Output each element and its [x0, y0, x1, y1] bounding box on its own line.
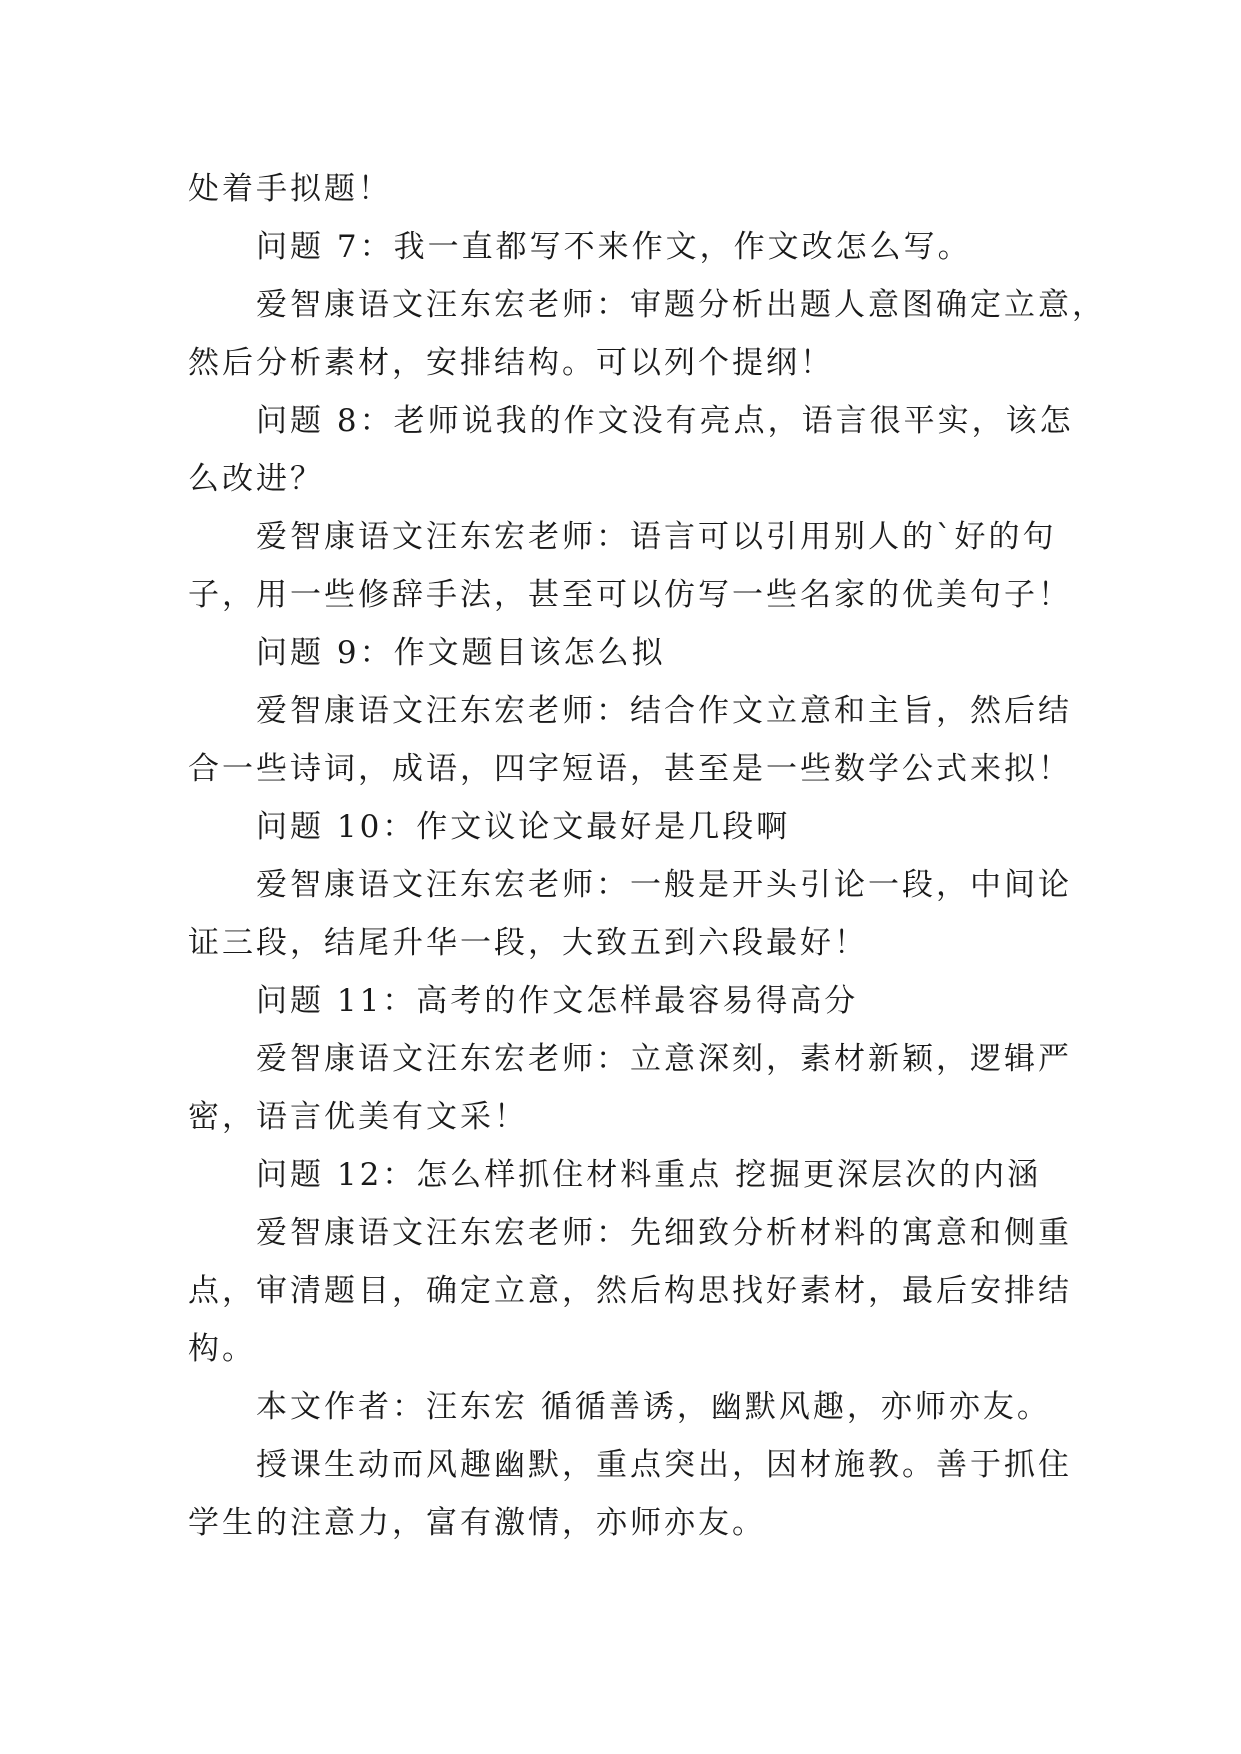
author-desc-line-2: 学生的注意力，富有激情，亦师亦友。 [188, 1505, 766, 1541]
document-body [188, 160, 1106, 1552]
answer-8-line-2: 子，用一些修辞手法，甚至可以仿写一些名家的优美句子！ [188, 577, 1072, 613]
question-9: 问题 9：作文题目该怎么拟 [256, 635, 666, 671]
question-8-line-2: 么改进？ [188, 461, 324, 497]
answer-11-line-1: 爱智康语文汪东宏老师：立意深刻，素材新颖，逻辑严 [256, 1041, 1072, 1077]
question-12: 问题 12：怎么样抓住材料重点 挖掘更深层次的内涵 [256, 1157, 1042, 1193]
answer-11-line-2: 密，语言优美有文采！ [188, 1099, 528, 1135]
answer-12-line-3: 构。 [188, 1331, 256, 1367]
question-11: 问题 11：高考的作文怎样最容易得高分 [256, 983, 859, 1019]
question-7: 问题 7：我一直都写不来作文，作文改怎么写。 [256, 229, 972, 265]
author-intro: 本文作者：汪东宏 循循善诱，幽默风趣，亦师亦友。 [256, 1389, 1051, 1425]
author-desc-line-1: 授课生动而风趣幽默，重点突出，因材施教。善于抓住 [256, 1447, 1072, 1483]
answer-7-line-1: 爱智康语文汪东宏老师：审题分析出题人意图确定立意， [256, 287, 1106, 323]
answer-9-line-2: 合一些诗词，成语，四字短语，甚至是一些数学公式来拟！ [188, 751, 1072, 787]
answer-7-line-2: 然后分析素材，安排结构。可以列个提纲！ [188, 345, 834, 381]
answer-12-line-2: 点，审清题目，确定立意，然后构思找好素材，最后安排结 [188, 1273, 1072, 1309]
text-line-continuation: 处着手拟题！ [188, 171, 392, 207]
answer-10-line-2: 证三段，结尾升华一段，大致五到六段最好！ [188, 925, 868, 961]
question-8-line-1: 问题 8：老师说我的作文没有亮点，语言很平实，该怎 [256, 403, 1074, 439]
answer-8-line-1: 爱智康语文汪东宏老师：语言可以引用别人的`好的句 [256, 519, 1057, 555]
answer-12-line-1: 爱智康语文汪东宏老师：先细致分析材料的寓意和侧重 [256, 1215, 1072, 1251]
answer-9-line-1: 爱智康语文汪东宏老师：结合作文立意和主旨，然后结 [256, 693, 1072, 729]
question-10: 问题 10：作文议论文最好是几段啊 [256, 809, 791, 845]
answer-10-line-1: 爱智康语文汪东宏老师：一般是开头引论一段，中间论 [256, 867, 1072, 903]
